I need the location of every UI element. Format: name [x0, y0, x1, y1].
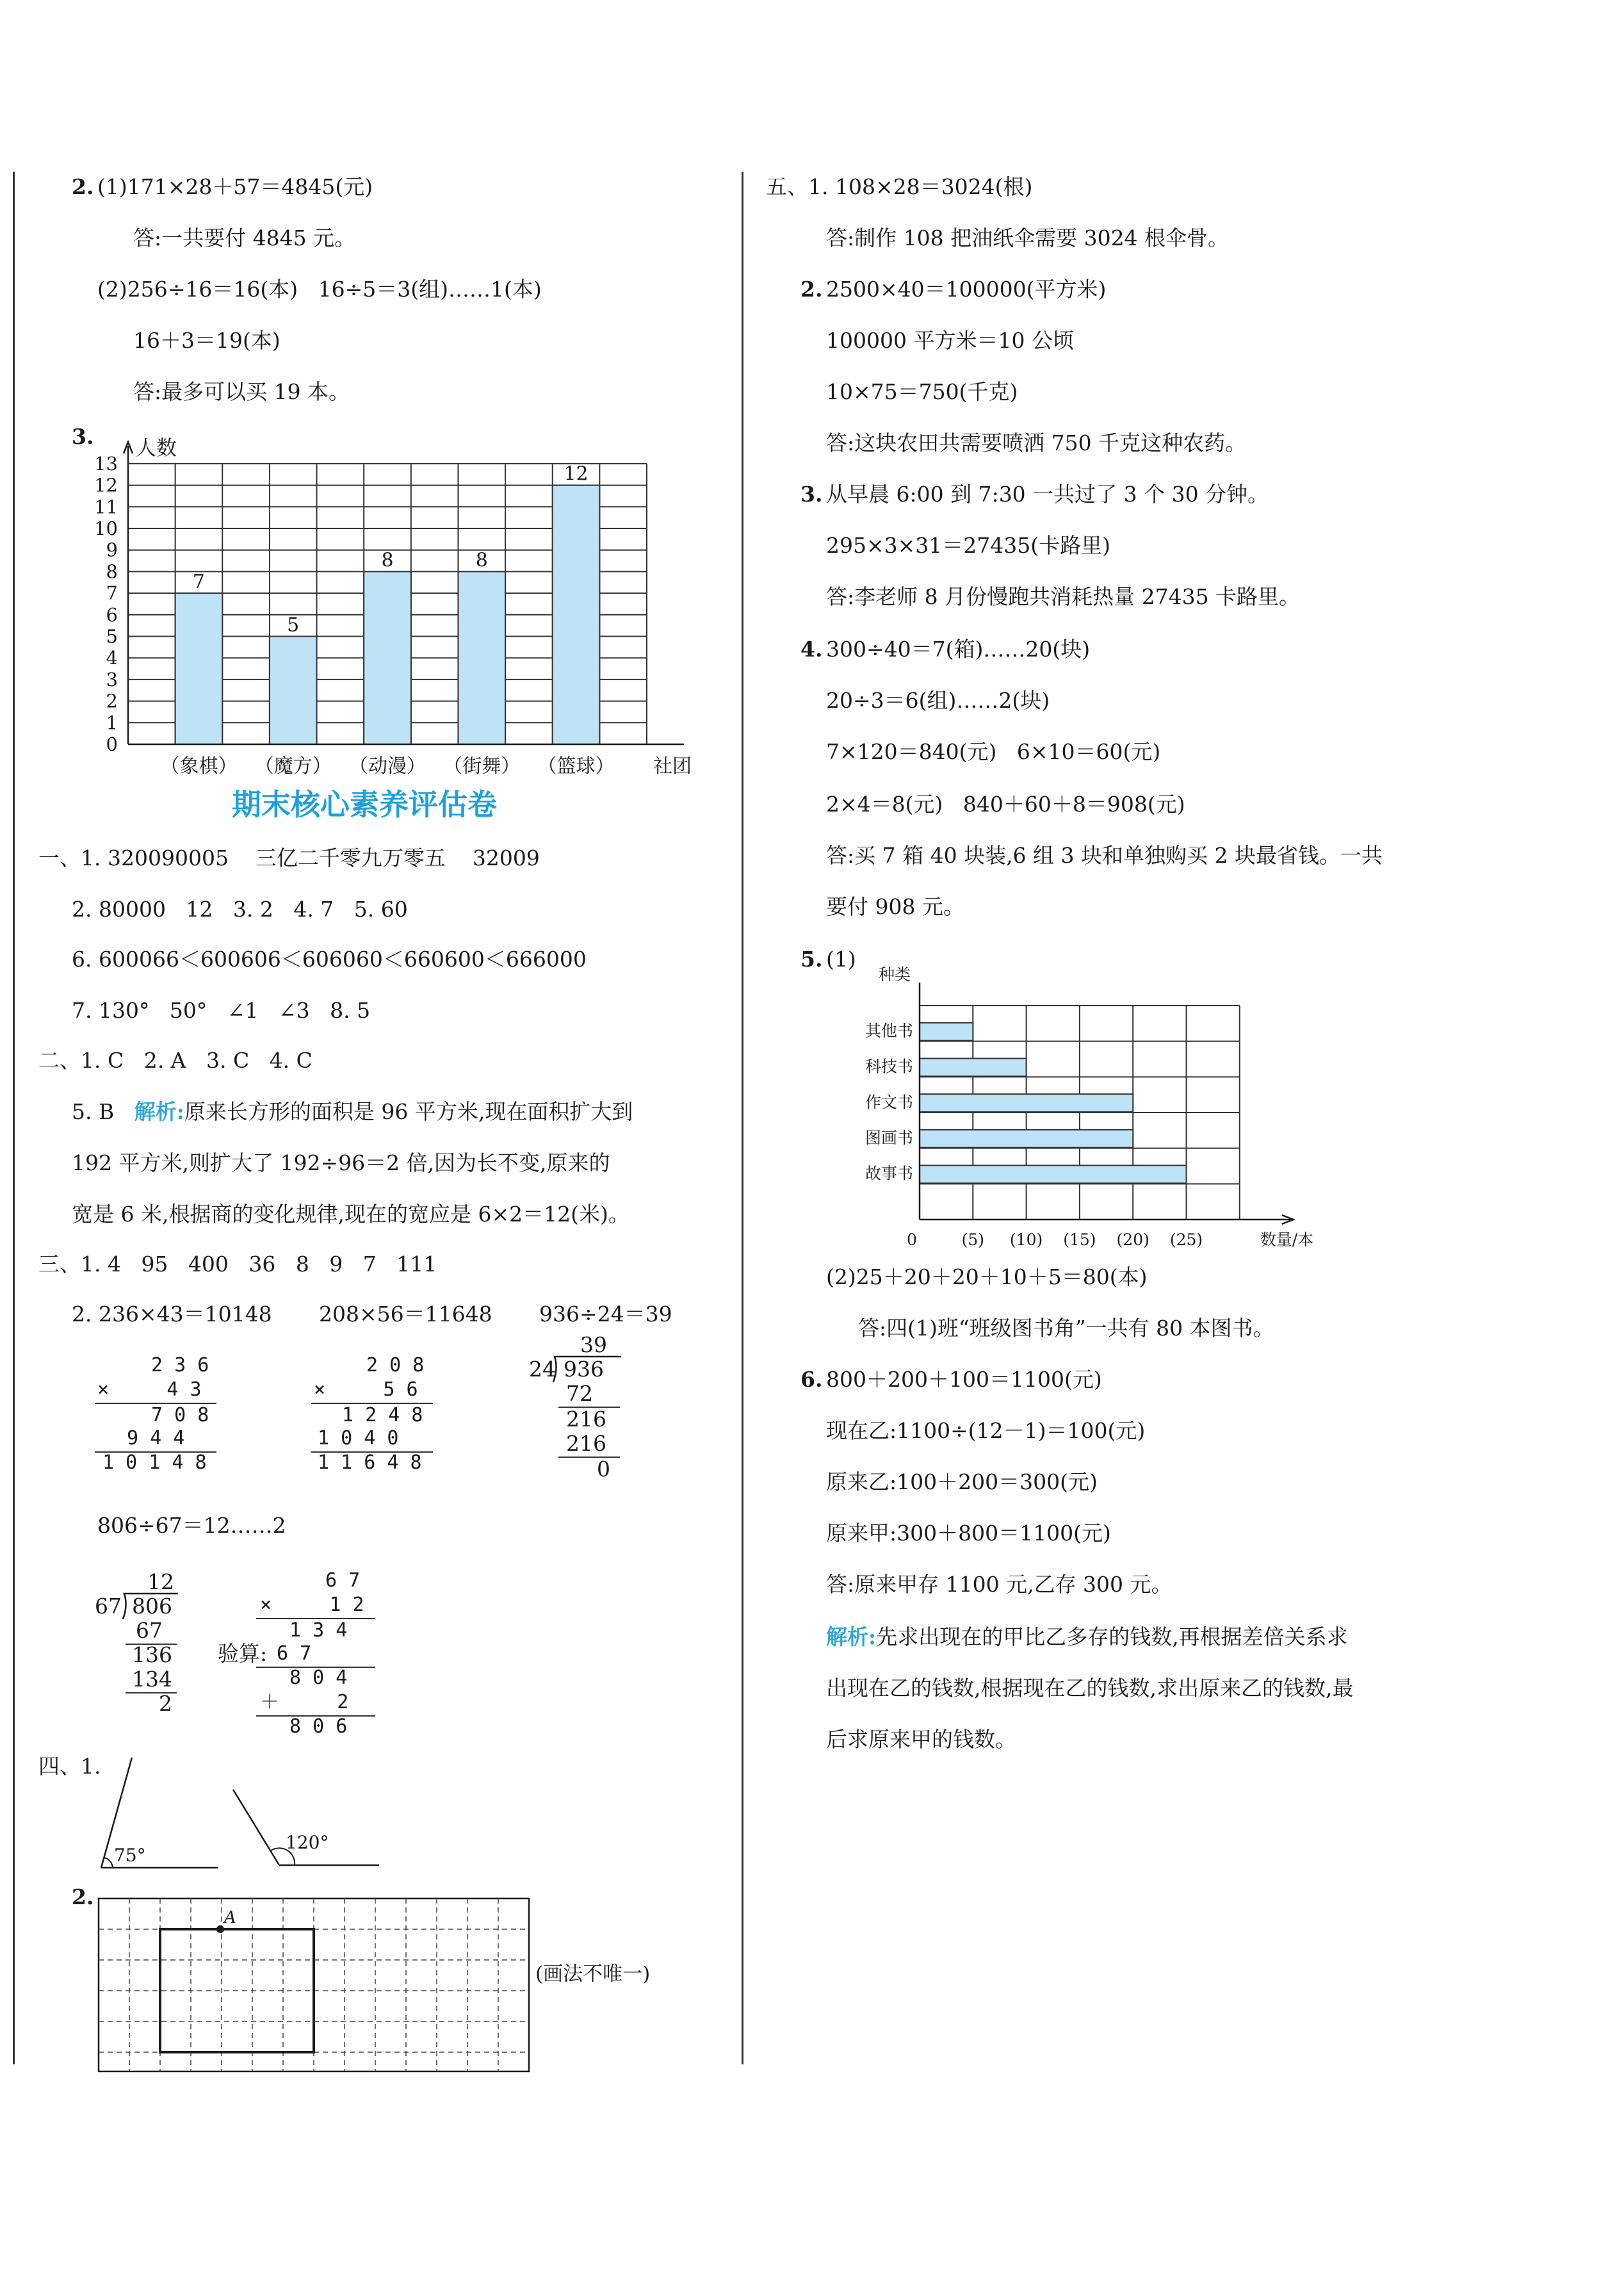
- div2-divisor: 67: [95, 1594, 122, 1619]
- wu6-line5: 答:原来甲存 1100 元,乙存 300 元。: [826, 1572, 1173, 1597]
- vert1-result: 1 0 1 4 8: [102, 1451, 207, 1474]
- wu2-line2: 100000 平方米＝10 公顷: [826, 328, 1074, 353]
- wu6-line3: 原来乙:100＋200＝300(元): [826, 1469, 1098, 1494]
- chart1-category-label: （动漫）: [349, 755, 426, 778]
- chart1-bar-label: 7: [192, 571, 206, 594]
- yi-line1: 一、1. 320090005 三亿二千零九万零五 32009: [38, 845, 540, 870]
- er-line1: 二、1. C 2. A 3. C 4. C: [38, 1048, 313, 1073]
- div1-step2: 216: [566, 1407, 606, 1432]
- check-p3: 8 0 4: [289, 1667, 348, 1689]
- chart2-x-title: 数量/本: [1260, 1230, 1314, 1249]
- wu5-sub1: (1): [826, 947, 856, 972]
- chart1-y-tick: 4: [106, 647, 118, 669]
- wu2-number: 2.: [800, 277, 823, 302]
- chart2-x-tick: (10): [1009, 1230, 1043, 1249]
- er-line4: 宽是 6 米,根据商的变化规律,现在的宽应是 6×2＝12(米)。: [72, 1202, 629, 1227]
- er-analysis-text: 原来长方形的面积是 96 平方米,现在面积扩大到: [184, 1099, 633, 1124]
- chart1-category-label: （象棋）: [160, 755, 238, 778]
- wu2-line1: 2500×40＝100000(平方米): [826, 277, 1107, 302]
- vert2-p2: 1 0 4 0: [318, 1427, 399, 1449]
- chart1-bar-label: 8: [475, 549, 488, 572]
- si-line1: 四、1.: [38, 1754, 101, 1779]
- wu6-number: 6.: [800, 1367, 823, 1392]
- chart1-x-title: 社团: [653, 755, 692, 778]
- wu4-line2: 20÷3＝6(组)……2(块): [826, 688, 1050, 713]
- check-p2: 6 7: [277, 1642, 312, 1665]
- chart1-category-label: （街舞）: [443, 755, 521, 778]
- san-line2: 2. 236×43＝10148 208×56＝11648 936÷24＝39: [72, 1302, 672, 1326]
- div1-divisor: 24: [529, 1357, 556, 1382]
- wu3-line3: 答:李老师 8 月份慢跑共消耗热量 27435 卡路里。: [826, 584, 1301, 609]
- wu2-line3: 10×75＝750(千克): [826, 379, 1018, 404]
- chart1-y-tick: 3: [106, 668, 118, 690]
- rectangle-grid: [97, 1897, 533, 2077]
- angle-75-label: 75°: [114, 1845, 146, 1866]
- chart2-x-tick: 0: [907, 1230, 917, 1249]
- div2-dividend: 806: [132, 1594, 172, 1619]
- q2-line5: 答:最多可以买 19 本。: [133, 379, 350, 404]
- yi-line4: 7. 130° 50° ∠1 ∠3 8. 5: [72, 998, 371, 1023]
- q2-line1: (1)171×28＋57＝4845(元): [97, 174, 373, 199]
- wu4-line5: 答:买 7 箱 40 块装,6 组 3 块和单独购买 2 块最省钱。一共: [826, 843, 1383, 868]
- wu4-line3: 7×120＝840(元) 6×10＝60(元): [826, 739, 1161, 764]
- vert2-top: 2 0 8: [366, 1354, 425, 1376]
- div2-step1: 67: [136, 1618, 163, 1643]
- wu1-line2: 答:制作 108 把油纸伞需要 3024 根伞骨。: [826, 225, 1230, 250]
- wu6-line2: 现在乙:1100÷(12－1)＝100(元): [826, 1418, 1146, 1443]
- div2-remainder: 2: [159, 1691, 172, 1716]
- drawing-note: (画法不唯一): [535, 1963, 651, 1986]
- wu6-line8: 后求原来甲的钱数。: [826, 1727, 1016, 1752]
- vert2-p1: 1 2 4 8: [342, 1404, 423, 1426]
- san-line1: 三、1. 4 95 400 36 8 9 7 111: [38, 1252, 437, 1277]
- er-5-answer: 5. B: [72, 1099, 134, 1124]
- wu5-number: 5.: [800, 947, 823, 972]
- div2-step2: 136: [132, 1642, 172, 1667]
- div1-step1: 72: [566, 1381, 593, 1406]
- chart1-bar-label: 5: [287, 614, 300, 637]
- chart2-x-tick: (25): [1169, 1230, 1203, 1249]
- chart1-category-label: （篮球）: [537, 755, 615, 778]
- vert1-p1: 7 0 8: [151, 1404, 209, 1426]
- chart2-bar: [920, 1166, 1187, 1184]
- wu5-line2: 答:四(1)班“班级图书角”一共有 80 本图书。: [858, 1316, 1274, 1341]
- wu4-line4: 2×4＝8(元) 840＋60＋8＝908(元): [826, 792, 1185, 817]
- chart2-category-label: 作文书: [865, 1093, 913, 1112]
- chart2-category-label: 科技书: [865, 1057, 913, 1076]
- chart2-bar: [920, 1059, 1027, 1077]
- chart2-bar: [920, 1094, 1133, 1112]
- wu3-number: 3.: [800, 482, 823, 507]
- div2-quotient: 12: [147, 1569, 174, 1594]
- wu1-line1: 五、1. 108×28＝3024(根): [766, 174, 1033, 199]
- chart2-y-title: 种类: [879, 965, 911, 984]
- q3-number: 3.: [72, 424, 94, 449]
- analysis-label: 解析:: [134, 1099, 184, 1124]
- chart1-y-tick: 7: [106, 582, 118, 605]
- chart1-y-tick: 1: [106, 712, 118, 734]
- chart1-bar-label: 12: [564, 462, 589, 486]
- chart2-bar: [920, 1130, 1133, 1148]
- chart2-category-label: 其他书: [865, 1021, 913, 1040]
- q2-line3: (2)256÷16＝16(本) 16÷5＝3(组)……1(本): [97, 277, 542, 302]
- chart1-y-tick: 0: [106, 733, 118, 755]
- chart1-y-tick: 2: [106, 690, 118, 712]
- chart2-category-label: 图画书: [865, 1128, 913, 1147]
- check-result: 8 0 6: [289, 1715, 348, 1738]
- div1-rule2: [558, 1457, 620, 1458]
- div1-dividend: 936: [564, 1357, 604, 1382]
- chart1-bar-label: 8: [381, 549, 394, 572]
- section-title: 期末核心素养评估卷: [232, 787, 497, 822]
- er-line3: 192 平方米,则扩大了 192÷96＝2 倍,因为长不变,原来的: [72, 1150, 610, 1175]
- san-line3: 806÷67＝12……2: [97, 1513, 286, 1538]
- q2-number: 2.: [72, 174, 94, 199]
- point-a-label: A: [224, 1908, 236, 1927]
- chart2-x-tick: (20): [1116, 1230, 1149, 1249]
- yi-line2: 2. 80000 12 3. 2 4. 7 5. 60: [72, 897, 408, 922]
- chart1-y-tick: 13: [94, 452, 118, 475]
- chart1-y-title: 人数: [136, 435, 177, 460]
- angle-120-label: 120°: [286, 1832, 329, 1853]
- check-label: 验算:: [218, 1641, 268, 1666]
- chart2-x-tick: (15): [1063, 1230, 1096, 1249]
- wu5-line1: (2)25＋20＋20＋10＋5＝80(本): [826, 1264, 1148, 1289]
- chart1-y-tick: 11: [94, 496, 118, 518]
- check-top: 6 7: [325, 1569, 361, 1592]
- chart2-x-tick: (5): [961, 1230, 985, 1249]
- chart1-y-tick: 9: [106, 539, 118, 561]
- chart1-y-tick: 5: [106, 625, 118, 648]
- wu6-line4: 原来甲:300＋800＝1100(元): [826, 1521, 1111, 1546]
- chart2-bar: [920, 1023, 973, 1041]
- wu3-line1: 从早晨 6:00 到 7:30 一共过了 3 个 30 分钟。: [826, 482, 1269, 507]
- chart1-category-label: （魔方）: [254, 755, 332, 778]
- wu2-line4: 答:这块农田共需要喷洒 750 千克这种农药。: [826, 430, 1247, 455]
- vert2-result: 1 1 6 4 8: [318, 1451, 422, 1474]
- chart1-y-tick: 12: [94, 474, 118, 496]
- wu4-line6: 要付 908 元。: [826, 894, 964, 919]
- point-a: [216, 1925, 224, 1933]
- vert1-top: 2 3 6: [151, 1354, 209, 1376]
- chart1-y-tick: 8: [106, 560, 118, 583]
- yi-line3: 6. 600066＜600606＜606060＜660600＜666000: [72, 947, 587, 972]
- wu6-analysis-text: 先求出现在的甲比乙多存的钱数,再根据差倍关系求: [876, 1624, 1348, 1649]
- wu6-line1: 800＋200＋100＝1100(元): [826, 1367, 1102, 1392]
- wu4-line1: 300÷40＝7(箱)……20(块): [826, 637, 1091, 662]
- wu3-line2: 295×3×31＝27435(卡路里): [826, 533, 1111, 558]
- angle-75: [96, 1755, 224, 1870]
- wu6-line6: [826, 1624, 1348, 1650]
- wu6-analysis-label: 解析:: [826, 1624, 877, 1649]
- div1-step3: 216: [566, 1431, 606, 1456]
- chart1-y-tick: 6: [106, 603, 118, 626]
- q2-line2: 答:一共要付 4845 元。: [133, 225, 356, 250]
- chart2-category-label: 故事书: [865, 1164, 913, 1183]
- vert2-mult: × 5 6: [314, 1378, 418, 1401]
- check-add: ＋ 2: [260, 1691, 349, 1713]
- angle-120: [231, 1787, 384, 1870]
- div2-step3: 134: [132, 1667, 172, 1692]
- vert1-p2: 9 4 4: [127, 1427, 185, 1449]
- wu6-line7: 出现在乙的钱数,根据现在乙的钱数,求出原来乙的钱数,最: [826, 1676, 1354, 1701]
- div1-remainder: 0: [597, 1457, 610, 1481]
- wu4-number: 4.: [800, 637, 823, 662]
- check-mult: × 1 2: [260, 1594, 364, 1616]
- q2-line4: 16＋3＝19(本): [133, 328, 280, 353]
- chart1-y-tick: 10: [94, 518, 118, 539]
- vert1-mult: × 4 3: [97, 1378, 202, 1401]
- check-p1: 1 3 4: [289, 1619, 348, 1642]
- div1-quotient: 39: [580, 1332, 607, 1357]
- si-q2-number: 2.: [72, 1884, 94, 1909]
